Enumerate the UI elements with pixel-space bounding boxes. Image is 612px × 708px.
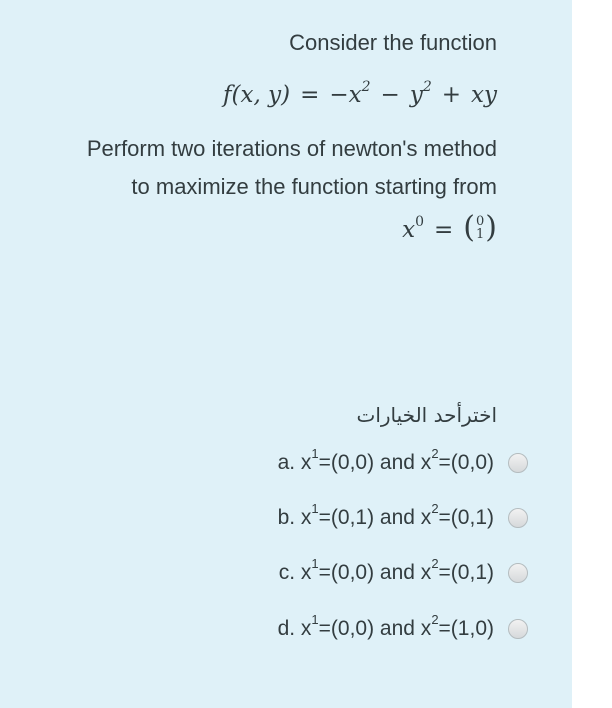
formula-term-2-exponent: 2 [422, 79, 432, 96]
function-formula [0, 79, 497, 108]
question-line-1: Perform two iterations of newton's method [86, 136, 497, 161]
option-b[interactable] [278, 498, 528, 538]
option-b-radio[interactable] [508, 508, 528, 528]
option-c-radio[interactable] [508, 563, 528, 583]
formula-plus: + [441, 82, 462, 108]
option-d-text: d. $x^1=(0,0)$ and $x^2=(1,0)$ [277, 612, 494, 640]
option-c-text: c. $x^1=(0,0)$ and $x^2=(0,1)$ [278, 556, 494, 584]
option-d-radio[interactable] [508, 619, 528, 639]
formula-equals: = [300, 82, 320, 108]
question-intro: Consider the function [289, 30, 497, 55]
formula-term-1: −x [329, 82, 362, 108]
starting-point [0, 210, 497, 245]
start-variable: x [402, 217, 416, 243]
formula-term-2: y [409, 82, 423, 108]
formula-term-3: xy [471, 82, 497, 108]
start-variable-superscript: 0 [415, 214, 424, 231]
start-vector-top: 0 [476, 214, 485, 229]
choose-option-label: اخترأحد الخيارات [356, 403, 497, 427]
option-b-text: b. $x^1=(0,1)$ and $x^2=(0,1)$ [277, 501, 494, 529]
start-equals: = [434, 217, 454, 243]
formula-term-1-exponent: 2 [361, 79, 371, 96]
formula-minus: − [380, 82, 400, 108]
option-a[interactable] [278, 443, 528, 483]
formula-lhs: f(x, y) [223, 82, 291, 108]
option-a-text: a. $x^1=(0,0)$ and $x^2=(0,0)$ [277, 446, 494, 474]
option-c[interactable] [279, 553, 528, 593]
start-vector: ( 0 1 ) [463, 210, 497, 245]
question-line-2: to maximize the function starting from [131, 174, 497, 199]
option-a-radio[interactable] [508, 453, 528, 473]
option-d[interactable] [278, 609, 528, 649]
start-vector-bottom: 1 [476, 227, 485, 242]
